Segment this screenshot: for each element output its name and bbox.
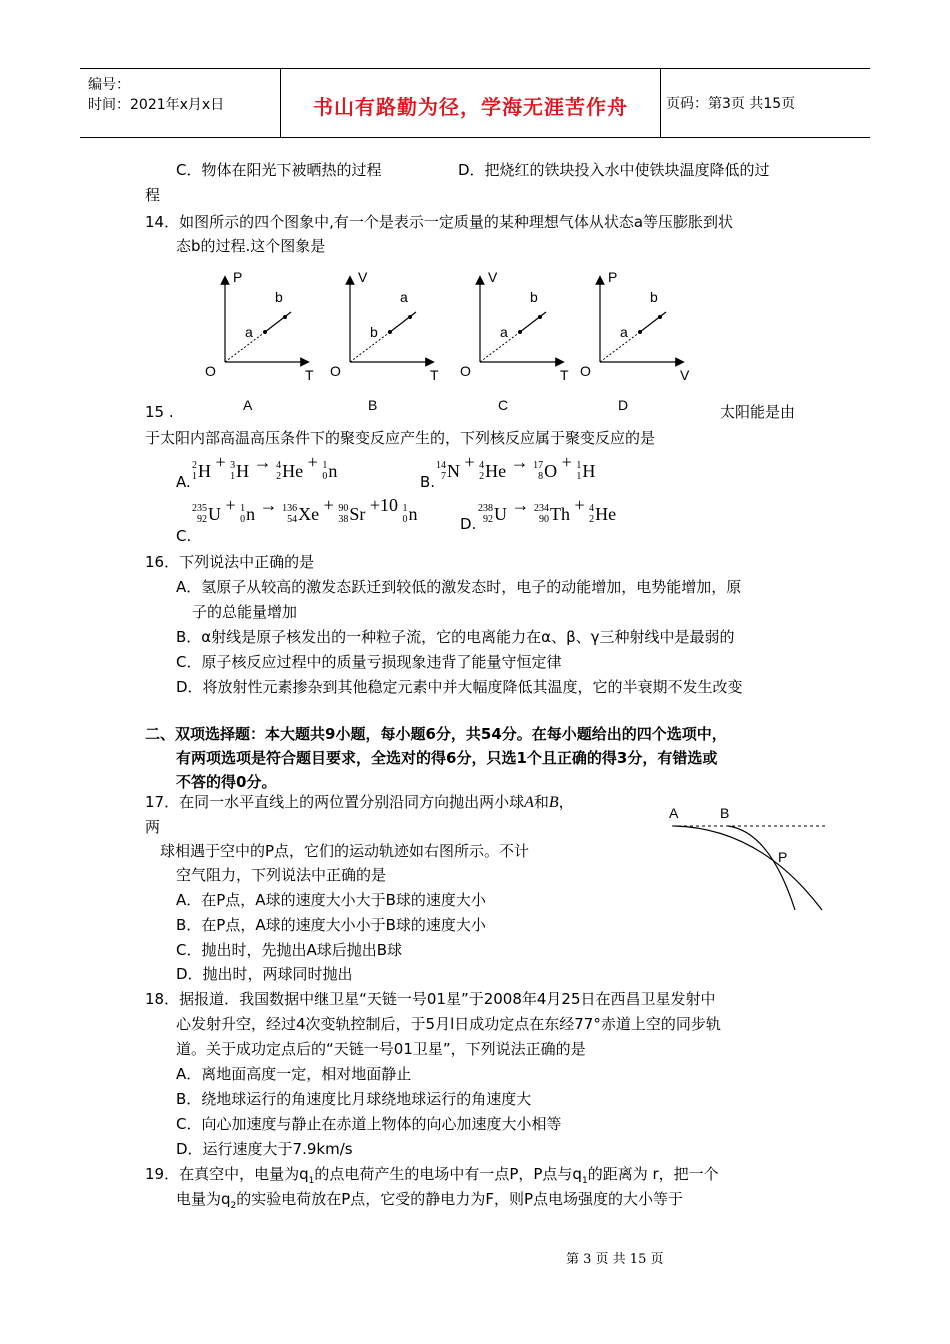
state-point bbox=[388, 330, 392, 334]
state-point bbox=[408, 315, 412, 319]
q18-option-c: C．向心加速度与静止在赤道上物体的向心加速度大小相等 bbox=[176, 1115, 562, 1133]
element-symbol: H bbox=[198, 460, 211, 481]
origin-label: O bbox=[205, 363, 216, 379]
process-line bbox=[640, 312, 666, 332]
y-axis-label: P bbox=[608, 269, 618, 285]
nuclide bbox=[533, 460, 557, 482]
nuclide bbox=[240, 503, 255, 525]
q19-text: 19．在真空中，电量为q bbox=[145, 1165, 309, 1183]
state-label: a bbox=[400, 289, 408, 305]
mass-number: 234 bbox=[534, 503, 549, 514]
element-symbol: N bbox=[447, 460, 460, 481]
state-label: b bbox=[530, 289, 538, 305]
q13-option-d-wrap: 程 bbox=[145, 186, 161, 204]
q19-subscript: 1 bbox=[581, 1176, 588, 1186]
q18-option-a: A．离地面高度一定，相对地面静止 bbox=[176, 1065, 412, 1083]
q13-option-c: C．物体在阳光下被晒热的过程 bbox=[176, 161, 382, 179]
q19-subscript: 1 bbox=[308, 1176, 315, 1186]
state-point bbox=[283, 315, 287, 319]
atomic-number: 0 bbox=[240, 514, 246, 525]
element-symbol: U bbox=[494, 503, 507, 524]
state-label: a bbox=[245, 324, 253, 340]
element-symbol: H bbox=[236, 460, 250, 481]
reaction-operator: → bbox=[255, 495, 283, 515]
section2-line1: 二、双项选择题：本大题共9小题，每小题6分，共54分。在每小题给出的四个选项中， bbox=[145, 725, 727, 743]
q16-option-a-line1: A．氢原子从较高的激发态跃迁到较低的激发态时，电子的动能增加，电势能增加，原 bbox=[176, 578, 742, 596]
atomic-number: 92 bbox=[483, 514, 493, 525]
y-axis-label: P bbox=[233, 269, 243, 285]
mass-number: 1 bbox=[402, 503, 408, 514]
process-line bbox=[265, 312, 291, 332]
nuclide bbox=[402, 503, 417, 525]
nuclide bbox=[192, 503, 221, 525]
q14-graphs bbox=[195, 260, 715, 420]
q19-text: 的点电荷产生的电场中有一点P，P点与q bbox=[314, 1165, 582, 1183]
nuclide bbox=[338, 503, 365, 525]
element-symbol: Th bbox=[550, 503, 570, 524]
atomic-number: 1 bbox=[230, 471, 236, 482]
q15-number: 15 . bbox=[145, 403, 174, 421]
state-point bbox=[658, 315, 662, 319]
nuclide bbox=[576, 460, 595, 482]
element-symbol: He bbox=[282, 460, 304, 481]
nuclide bbox=[534, 503, 570, 525]
reaction-operator: + bbox=[211, 452, 231, 472]
q15-reaction-d bbox=[478, 495, 616, 525]
mass-number: 17 bbox=[533, 460, 544, 471]
q17-trajectory-figure bbox=[660, 800, 830, 918]
reaction-operator: + bbox=[319, 495, 339, 515]
header-divider bbox=[280, 69, 281, 137]
q19-subscript: 2 bbox=[230, 1201, 237, 1211]
header-motto: 书山有路勤为径，学海无涯苦作舟 bbox=[313, 95, 628, 119]
x-axis-label: V bbox=[680, 367, 690, 383]
reaction-operator: + bbox=[570, 495, 590, 515]
y-axis-label: V bbox=[488, 269, 498, 285]
mass-number: 235 bbox=[192, 503, 207, 514]
mass-number: 1 bbox=[322, 460, 328, 471]
atomic-number: 92 bbox=[197, 514, 207, 525]
origin-label: O bbox=[460, 363, 471, 379]
atomic-number: 1 bbox=[576, 471, 582, 482]
reaction-operator: + bbox=[460, 452, 480, 472]
reaction-operator: + bbox=[221, 495, 241, 515]
element-symbol: n bbox=[328, 460, 338, 481]
q17-stem-line3: 空气阻力，下列说法中正确的是 bbox=[176, 866, 387, 884]
mass-number: 4 bbox=[276, 460, 282, 471]
q18-stem-line2: 心发射升空，经过4次变轨控制后，于5月l日成功定点在东经77°赤道上空的同步轨 bbox=[176, 1015, 721, 1033]
process-line bbox=[390, 312, 416, 332]
section2-line3: 不答的得0分。 bbox=[176, 773, 277, 791]
nuclide bbox=[230, 460, 249, 482]
q17-stem-line1 bbox=[145, 790, 574, 815]
trajectory-a bbox=[674, 826, 822, 910]
page-footer: 第 3 页 共 15 页 bbox=[566, 1252, 664, 1267]
q15-stem-line1-end: 太阳能是由 bbox=[720, 403, 796, 421]
q14-stem-line1: 14．如图所示的四个图象中,有一个是表示一定质量的某种理想气体从状态a等压膨胀到状 bbox=[145, 213, 734, 231]
trajectory-b bbox=[728, 826, 795, 910]
q17-stem-line2: 球相遇于空中的P点，它们的运动轨迹如右图所示。不计 bbox=[160, 842, 530, 860]
reaction-operator: → bbox=[249, 452, 277, 472]
atomic-number: 0 bbox=[322, 471, 328, 482]
q18-option-b: B．绕地球运行的角速度比月球绕地球运行的角速度大 bbox=[176, 1090, 532, 1108]
q15-option-a-label: A. bbox=[176, 473, 191, 491]
q16-option-b: B．α射线是原子核发出的一种粒子流，它的电离能力在α、β、γ三种射线中是最弱的 bbox=[176, 628, 735, 646]
mass-number: 3 bbox=[230, 460, 236, 471]
q15-option-c-label: C. bbox=[176, 527, 192, 545]
mass-number: 14 bbox=[436, 460, 446, 471]
q19-text: 的实验电荷放在P点，它受的静电力为F，则P点电场强度的大小等于 bbox=[236, 1190, 683, 1208]
nuclide bbox=[589, 503, 616, 525]
graph-caption: A bbox=[243, 397, 253, 413]
q19-stem-line2 bbox=[176, 1187, 683, 1218]
q17-option-b: B．在P点，A球的速度大小小于B球的速度大小 bbox=[176, 916, 486, 934]
state-point bbox=[538, 315, 542, 319]
mass-number: 1 bbox=[240, 503, 246, 514]
q17-stem-wrap: 两 bbox=[145, 818, 161, 836]
nuclide bbox=[282, 503, 319, 525]
atomic-number: 90 bbox=[539, 514, 549, 525]
mass-number: 4 bbox=[589, 503, 595, 514]
reaction-operator: +10 bbox=[365, 495, 403, 515]
q17-option-d: D．抛出时，两球同时抛出 bbox=[176, 965, 353, 983]
state-point bbox=[638, 330, 642, 334]
page-header bbox=[80, 68, 870, 138]
atomic-number: 2 bbox=[479, 471, 485, 482]
nuclide bbox=[436, 460, 460, 482]
process-line bbox=[520, 312, 546, 332]
x-axis-label: T bbox=[560, 367, 569, 383]
page-label: 页码：第3页 共15页 bbox=[666, 96, 796, 112]
atomic-number: 38 bbox=[338, 514, 349, 525]
q17-stem-text: 17．在同一水平直线上的两位置分别沿同方向抛出两小球 bbox=[145, 793, 525, 811]
nuclide bbox=[479, 460, 506, 482]
nuclide bbox=[192, 460, 211, 482]
q16-option-d: D．将放射性元素掺杂到其他稳定元素中并大幅度降低其温度，它的半衰期不发生改变 bbox=[176, 678, 743, 696]
q15-reaction-b bbox=[436, 452, 595, 482]
q13-option-d: D．把烧红的铁块投入水中使铁块温度降低的过 bbox=[458, 161, 770, 179]
element-symbol: He bbox=[595, 503, 617, 524]
element-symbol: H bbox=[582, 460, 596, 481]
nuclide bbox=[322, 460, 337, 482]
atomic-number: 0 bbox=[402, 514, 408, 525]
fig-label-a: A bbox=[669, 805, 679, 821]
q18-stem-line1: 18．据报道．我国数据中继卫星“天链一号01星”于2008年4月25日在西昌卫星发射中 bbox=[145, 990, 716, 1008]
reaction-operator: + bbox=[557, 452, 577, 472]
graph-caption: B bbox=[368, 397, 378, 413]
state-label: a bbox=[500, 324, 508, 340]
reaction-operator: → bbox=[506, 452, 534, 472]
q14-stem-line2: 态b的过程.这个图象是 bbox=[176, 237, 326, 255]
q19-text: 电量为q bbox=[176, 1190, 231, 1208]
atomic-number: 8 bbox=[538, 471, 544, 482]
nuclide bbox=[276, 460, 303, 482]
q17-option-c: C．抛出时，先抛出A球后抛出B球 bbox=[176, 941, 403, 959]
y-axis-label: V bbox=[358, 269, 368, 285]
atomic-number: 2 bbox=[589, 514, 595, 525]
state-label: b bbox=[370, 324, 378, 340]
q17-ball-a: A bbox=[524, 794, 534, 811]
reaction-operator: → bbox=[507, 495, 534, 515]
graph-caption: D bbox=[618, 397, 629, 413]
q15-option-b-label: B. bbox=[420, 473, 436, 491]
origin-label: O bbox=[580, 363, 591, 379]
q15-reaction-c bbox=[192, 495, 417, 525]
element-symbol: n bbox=[246, 503, 256, 524]
q15-stem-line2: 于太阳内部高温高压条件下的聚变反应产生的，下列核反应属于聚变反应的是 bbox=[145, 429, 656, 447]
q17-ball-b: B bbox=[548, 794, 559, 811]
q16-stem: 16．下列说法中正确的是 bbox=[145, 553, 315, 571]
element-symbol: U bbox=[208, 503, 221, 524]
nuclide bbox=[478, 503, 507, 525]
state-point bbox=[263, 330, 267, 334]
atomic-number: 1 bbox=[192, 471, 197, 482]
atomic-number: 7 bbox=[441, 471, 446, 482]
mass-number: 4 bbox=[479, 460, 485, 471]
q19-text: 的距离为 r，把一个 bbox=[587, 1165, 719, 1183]
state-label: b bbox=[650, 289, 658, 305]
mass-number: 238 bbox=[478, 503, 493, 514]
element-symbol: Sr bbox=[349, 503, 366, 524]
header-meta bbox=[88, 75, 224, 115]
mass-number: 1 bbox=[576, 460, 582, 471]
element-symbol: He bbox=[485, 460, 507, 481]
q17-comma: ， bbox=[558, 793, 574, 811]
graph-caption: C bbox=[498, 397, 509, 413]
x-axis-label: T bbox=[305, 367, 314, 383]
header-divider bbox=[660, 69, 661, 137]
state-label: b bbox=[275, 289, 283, 305]
atomic-number: 54 bbox=[287, 514, 298, 525]
x-axis-label: T bbox=[430, 367, 439, 383]
fig-label-p: P bbox=[778, 849, 788, 865]
mass-number: 2 bbox=[192, 460, 197, 471]
element-symbol: Xe bbox=[298, 503, 320, 524]
mass-number: 90 bbox=[338, 503, 349, 514]
element-symbol: O bbox=[544, 460, 558, 481]
q15-reaction-a bbox=[192, 452, 337, 482]
q17-and: 和 bbox=[533, 793, 549, 811]
state-label: a bbox=[620, 324, 628, 340]
element-symbol: n bbox=[408, 503, 418, 524]
q17-option-a: A．在P点，A球的速度大小大于B球的速度大小 bbox=[176, 891, 486, 909]
state-point bbox=[518, 330, 522, 334]
serial-label: 编号： bbox=[88, 77, 130, 93]
fig-label-b: B bbox=[720, 805, 730, 821]
origin-label: O bbox=[330, 363, 341, 379]
mass-number: 136 bbox=[282, 503, 298, 514]
q16-option-c: C．原子核反应过程中的质量亏损现象违背了能量守恒定律 bbox=[176, 653, 562, 671]
q18-stem-line3: 道。关于成功定点后的“天链一号01卫星”，下列说法正确的是 bbox=[176, 1040, 586, 1058]
atomic-number: 2 bbox=[276, 471, 282, 482]
date-label: 时间：2021年x月x日 bbox=[88, 97, 225, 113]
q15-option-d-label: D. bbox=[460, 515, 477, 533]
q16-option-a-line2: 子的总能量增加 bbox=[192, 603, 298, 621]
q18-option-d: D．运行速度大于7.9km/s bbox=[176, 1140, 353, 1158]
reaction-operator: + bbox=[303, 452, 323, 472]
section2-line2: 有两项选项是符合题目要求，全选对的得6分，只选1个且正确的得3分，有错选或 bbox=[176, 749, 718, 767]
